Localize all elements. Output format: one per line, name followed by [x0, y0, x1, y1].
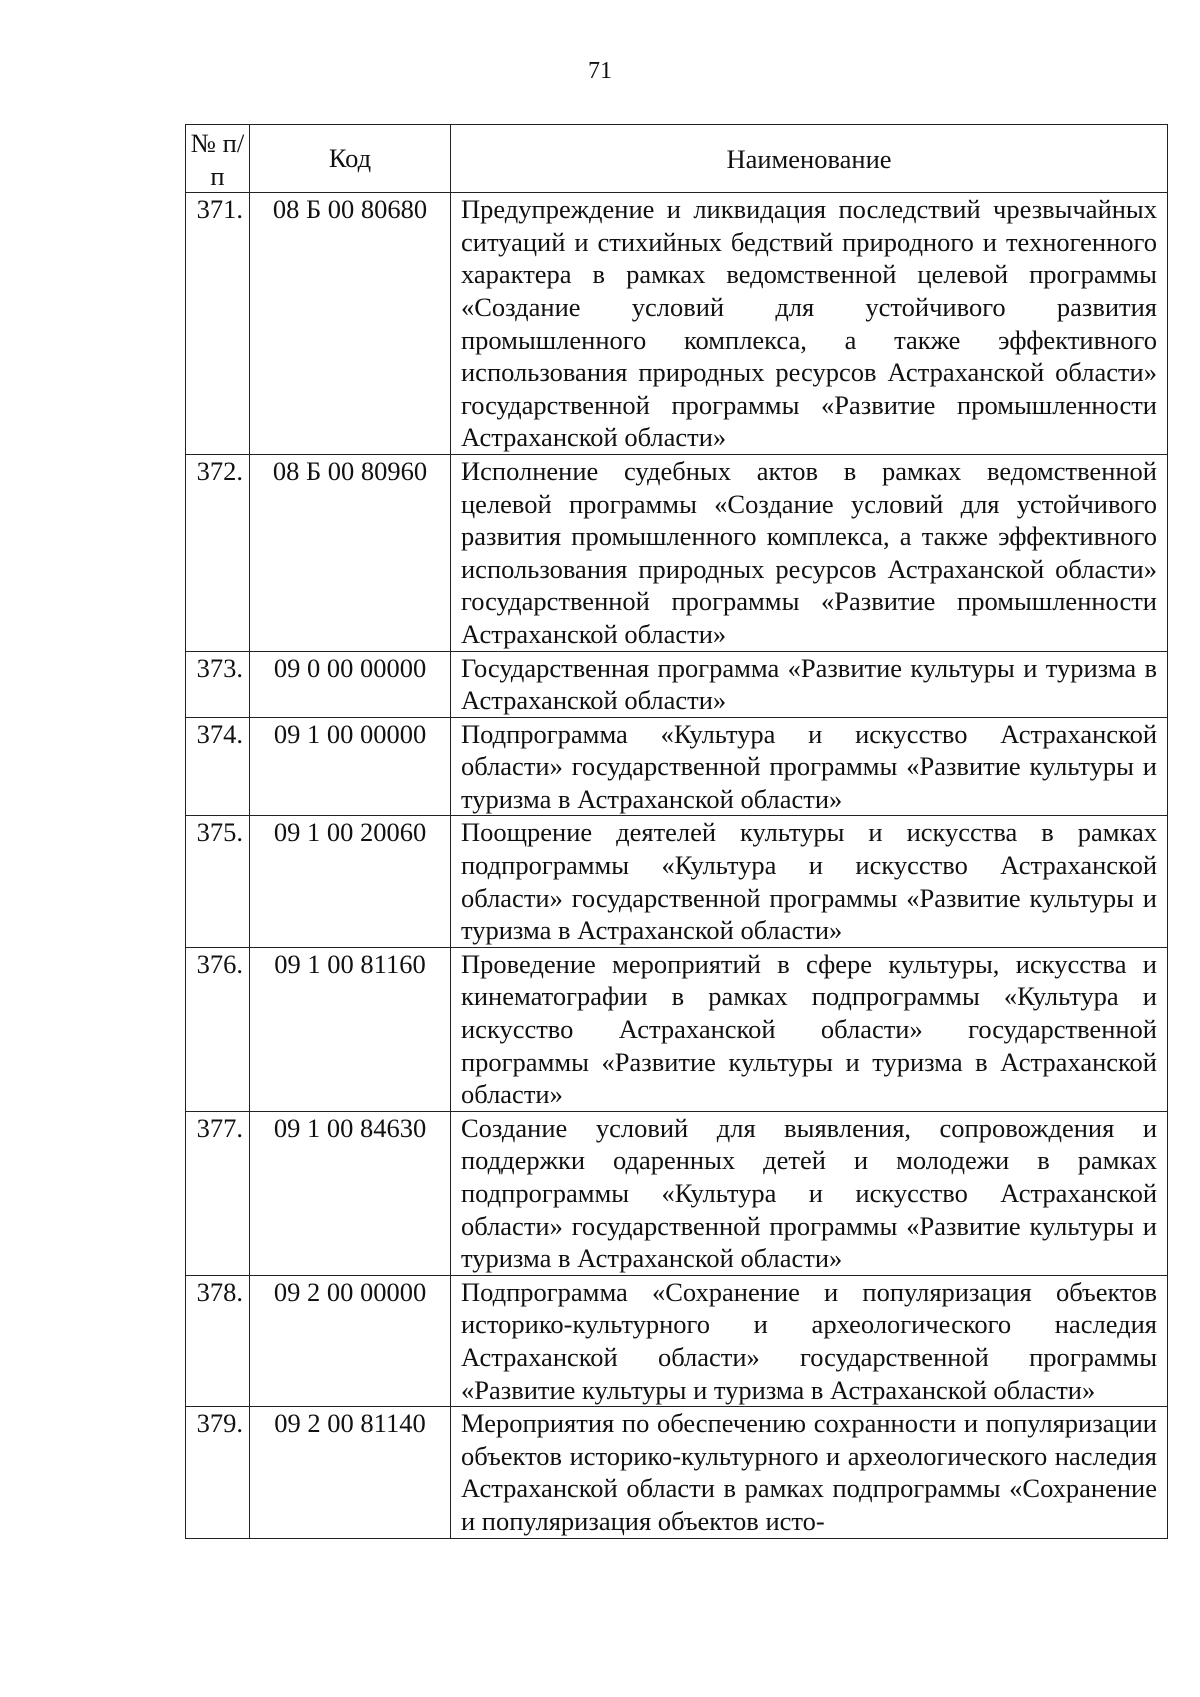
row-name: Подпрограмма «Культура и искусство Астраханской области» государственной программы «Развитие культуры и туризма в Астраханской области»: [451, 717, 1168, 816]
row-number: 378.: [186, 1275, 250, 1406]
table-row: [186, 1407, 1168, 1538]
row-code: 09 1 00 00000: [250, 717, 451, 816]
row-code: 09 0 00 00000: [250, 651, 451, 717]
row-code: 09 2 00 00000: [250, 1275, 451, 1406]
table-row: [186, 717, 1168, 816]
header-number: № п/п: [186, 125, 250, 193]
row-name: Исполнение судебных актов в рамках ведомственной целевой программы «Создание условий для устойчивого развития промышленного комплекса, а также эффективного использования природных ресурсов Астраханской области» государственной программы «Развитие промышленности Астраханской области»: [451, 454, 1168, 651]
header-code: Код: [250, 125, 451, 193]
row-code: 08 Б 00 80960: [250, 454, 451, 651]
table-row: [186, 947, 1168, 1111]
row-number: 376.: [186, 947, 250, 1111]
budget-classification-table: [185, 124, 1168, 1539]
row-number: 377.: [186, 1111, 250, 1275]
table-row: [186, 454, 1168, 651]
row-name: Поощрение деятелей культуры и искусства в рамках подпрограммы «Культура и искусство Астраханской области» государственной программы «Развитие культуры и туризма в Астраханской области»: [451, 816, 1168, 947]
table-header: [186, 125, 1168, 193]
row-code: 09 1 00 81160: [250, 947, 451, 1111]
row-name: Предупреждение и ликвидация последствий чрезвычайных ситуаций и стихийных бедствий природного и техногенного характера в рамках ведомственной целевой программы «Создание условий для устойчивого развития промышленного комплекса, а также эффективного использования природных ресурсов Астраханской области» государственной программы «Развитие промышленности Астраханской области»: [451, 193, 1168, 455]
row-number: 375.: [186, 816, 250, 947]
row-name: Государственная программа «Развитие культуры и туризма в Астраханской области»: [451, 651, 1168, 717]
row-number: 371.: [186, 193, 250, 455]
table-row: [186, 193, 1168, 455]
row-code: 09 1 00 20060: [250, 816, 451, 947]
table-row: [186, 1111, 1168, 1275]
row-number: 379.: [186, 1407, 250, 1538]
row-code: 09 2 00 81140: [250, 1407, 451, 1538]
row-number: 373.: [186, 651, 250, 717]
row-name: Проведение мероприятий в сфере культуры, искусства и кинематографии в рамках подпрограммы «Культура и искусство Астраханской области» государственной программы «Развитие культуры и туризма в Астраханской области»: [451, 947, 1168, 1111]
table-row: [186, 816, 1168, 947]
header-name: Наименование: [451, 125, 1168, 193]
row-number: 374.: [186, 717, 250, 816]
row-name: Создание условий для выявления, сопровождения и поддержки одаренных детей и молодежи в рамках подпрограммы «Культура и искусство Астраханской области» государственной программы «Развитие культуры и туризма в Астраханской области»: [451, 1111, 1168, 1275]
row-name: Подпрограмма «Сохранение и популяризация объектов историко-культурного и археологического наследия Астраханской области» государственной программы «Развитие культуры и туризма в Астраханской области»: [451, 1275, 1168, 1406]
page-number: 71: [588, 58, 612, 84]
row-code: 09 1 00 84630: [250, 1111, 451, 1275]
table-row: [186, 1275, 1168, 1406]
row-name: Мероприятия по обеспечению сохранности и популяризации объектов историко-культурного и археологического наследия Астраханской области в рамках подпрограммы «Сохранение и популяризация объектов исто-: [451, 1407, 1168, 1538]
table-row: [186, 651, 1168, 717]
row-number: 372.: [186, 454, 250, 651]
row-code: 08 Б 00 80680: [250, 193, 451, 455]
